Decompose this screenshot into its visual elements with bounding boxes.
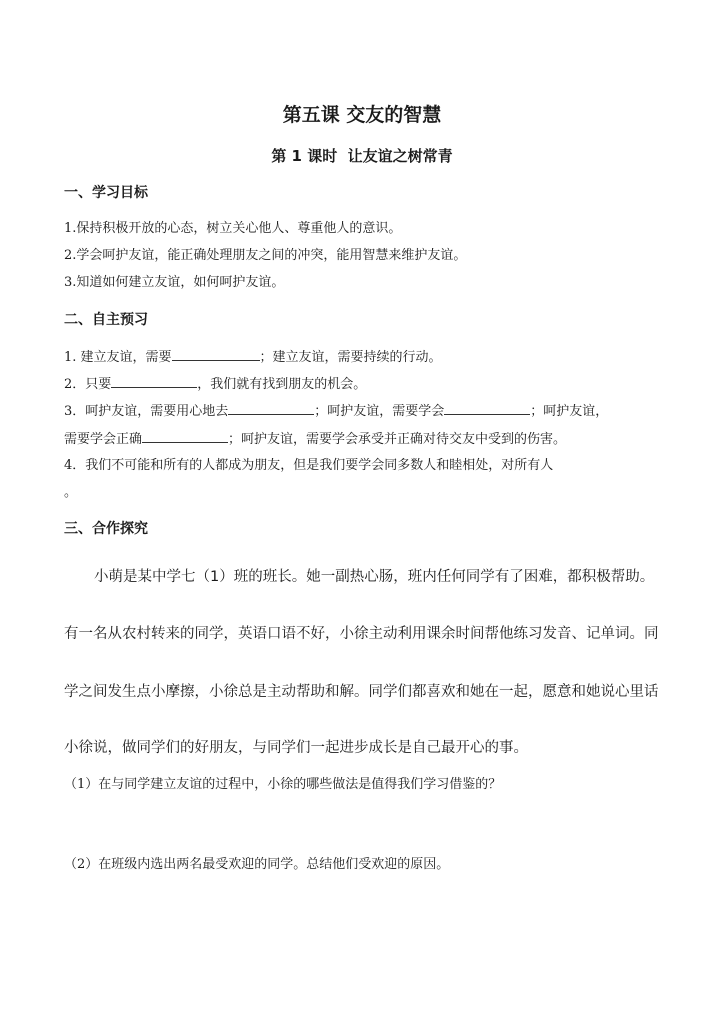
preview-item-3-text-d: 需要学会正确 xyxy=(64,432,143,447)
section-heading-cooperative-inquiry: 三、合作探究 xyxy=(64,521,148,537)
fill-blank[interactable] xyxy=(172,346,260,361)
fill-blank[interactable] xyxy=(228,400,314,415)
preview-item-2-text-a: 2．只要 xyxy=(64,377,112,392)
case-passage-line-1: 小萌是某中学七（1）班的班长。她一副热心肠，班内任何同学有了困难，都积极帮助。 xyxy=(94,569,655,585)
preview-item-3-text-e: ；呵护友谊，需要学会承受并正确对待交友中受到的伤害。 xyxy=(228,432,567,447)
lesson-title: 第五课 交友的智慧 xyxy=(282,104,442,126)
lesson-subtitle: 第 1 课时 让友谊之树常青 xyxy=(271,147,453,165)
goal-item-1: 1.保持积极开放的心态，树立关心他人、尊重他人的意识。 xyxy=(64,221,402,236)
inquiry-question-1: （1）在与同学建立友谊的过程中，小徐的哪些做法是值得我们学习借鉴的？ xyxy=(64,777,502,792)
fill-blank[interactable] xyxy=(444,400,530,415)
case-passage-line-2: 有一名从农村转来的同学，英语口语不好，小徐主动利用课余时间帮他练习发音、记单词。同 xyxy=(64,626,659,642)
preview-item-2 xyxy=(64,373,366,395)
preview-item-1-text-a: 1. 建立友谊，需要 xyxy=(64,350,172,365)
preview-item-3-text-c: ；呵护友谊， xyxy=(530,404,609,419)
preview-item-4: 4．我们不可能和所有的人都成为朋友，但是我们要学会同多数人和睦相处，对所有人 xyxy=(64,458,554,473)
preview-item-1-text-b: ；建立友谊，需要持续的行动。 xyxy=(259,350,442,365)
inquiry-question-2: （2）在班级内选出两名最受欢迎的同学。总结他们受欢迎的原因。 xyxy=(64,857,450,872)
section-heading-self-preview: 二、自主预习 xyxy=(64,312,148,328)
preview-item-3-text-b: ；呵护友谊，需要学会 xyxy=(314,404,445,419)
case-passage-line-4: 小徐说，做同学们的好朋友，与同学们一起进步成长是自己最开心的事。 xyxy=(64,740,528,756)
preview-item-3 xyxy=(64,400,608,422)
fill-blank[interactable] xyxy=(142,428,228,443)
preview-item-1 xyxy=(64,346,442,368)
preview-item-4-end: 。 xyxy=(64,485,78,500)
fill-blank[interactable] xyxy=(111,373,197,388)
section-heading-learning-goals: 一、学习目标 xyxy=(64,185,148,201)
preview-item-2-text-b: ，我们就有找到朋友的机会。 xyxy=(197,377,367,392)
preview-item-3-continued xyxy=(64,428,566,450)
goal-item-2: 2.学会呵护友谊，能正确处理朋友之间的冲突，能用智慧来维护友谊。 xyxy=(64,248,467,263)
preview-item-3-text-a: 3．呵护友谊，需要用心地去 xyxy=(64,404,229,419)
case-passage-line-3: 学之间发生点小摩擦，小徐总是主动帮助和解。同学们都喜欢和她在一起，愿意和她说心里话 xyxy=(64,684,659,700)
goal-item-3: 3.知道如何建立友谊，如何呵护友谊。 xyxy=(64,275,285,290)
